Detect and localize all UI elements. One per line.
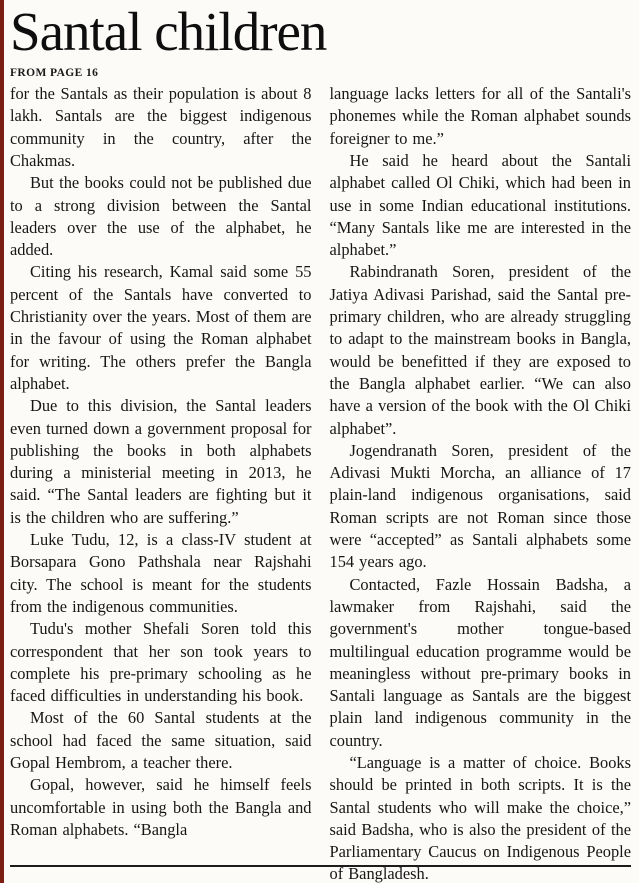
paragraph: Gopal, however, said he himself feels uncomfortable in using both the Bangla and Roman alphabets. “Bangla bbox=[10, 775, 312, 839]
paragraph: Jogendranath Soren, president of the Adivasi Mukti Morcha, an alliance of 17 plain-land indigenous organisations, said Roman scripts are not Roman since those were “accepted” as Santali alphabets some 154 years ago. bbox=[329, 440, 631, 572]
paragraph: for the Santals as their population is about 8 lakh. Santals are the biggest indigenous community in the country, after the Chakmas. bbox=[10, 84, 312, 170]
left-edge-stripe bbox=[0, 0, 4, 883]
right-column bbox=[330, 83, 632, 883]
article-headline: Santal children bbox=[10, 1, 327, 62]
paragraph: Due to this division, the Santal leaders even turned down a government proposal for publishing the books in both alphabets during a ministerial meeting in 2013, he said. “The Santal leaders are fighting but it is the children who are suffering.” bbox=[10, 396, 312, 527]
left-column bbox=[10, 83, 312, 883]
continued-from-kicker: FROM PAGE 16 bbox=[10, 67, 99, 80]
paragraph: He said he heard about the Santali alphabet called Ol Chiki, which had been in use in some Indian educational institutions. “Many Santals like me are interested in the alphabet.” bbox=[329, 150, 631, 260]
paragraph: language lacks letters for all of the Santali's phonemes while the Roman alphabet sounds foreigner to me.” bbox=[329, 84, 631, 148]
paragraph: Luke Tudu, 12, is a class-IV student at Borsapara Gono Pathshala near Rajshahi city. The school is meant for the students from the indigenous communities. bbox=[10, 530, 312, 616]
paragraph: Contacted, Fazle Hossain Badsha, a lawmaker from Rajshahi, said the government's mother tongue-based multilingual education programme would be meaningless without pre-primary books in Santali language as Santals are the biggest plain land indigenous community in the country. bbox=[329, 574, 631, 750]
paragraph: “Language is a matter of choice. Books should be printed in both scripts. It is the Santal students who will make the choice,” said Badsha, who is also the president of the Parliamentary Caucus on Indigenous People of Bangladesh. bbox=[329, 753, 631, 883]
bottom-rule bbox=[10, 865, 631, 867]
paragraph: Tudu's mother Shefali Soren told this correspondent that her son took years to complete his pre-primary schooling as he faced difficulties in understanding his book. bbox=[10, 619, 312, 706]
paragraph: Rabindranath Soren, president of the Jatiya Adivasi Parishad, said the Santal pre-primary children, who are already struggling to adapt to the mainstream books in Bangla, would be benefitted if they are exposed to the Bangla alphabet earlier. “We can also have a version of the book with the Ol Chiki alphabet”. bbox=[329, 262, 631, 438]
article-body bbox=[10, 83, 631, 883]
paragraph: But the books could not be published due to a strong division between the Santal leaders over the use of the alphabet, he added. bbox=[10, 173, 312, 260]
paragraph: Citing his research, Kamal said some 55 percent of the Santals have converted to Christianity over the years. Most of them are in the favour of using the Roman alphabet for writing. The others prefer the Bangla alphabet. bbox=[10, 262, 312, 393]
paragraph: Most of the 60 Santal students at the school had faced the same situation, said Gopal Hembrom, a teacher there. bbox=[10, 708, 312, 772]
